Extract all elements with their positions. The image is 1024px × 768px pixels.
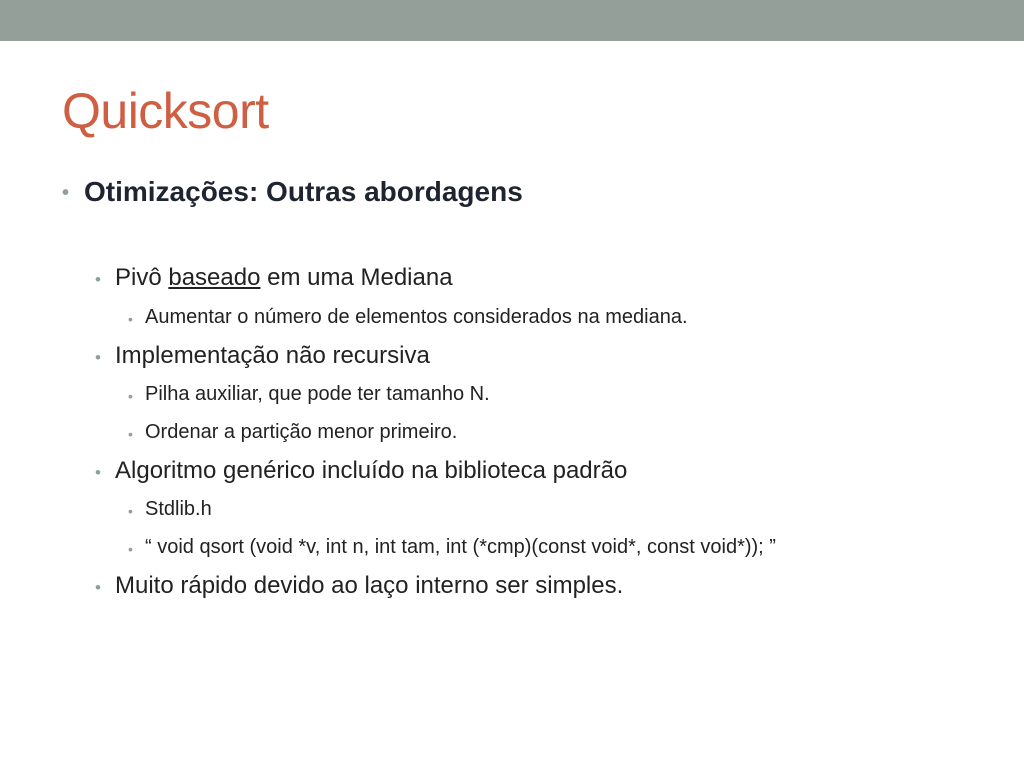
list-item-text: Algoritmo genérico incluído na biblioteca padrão [115, 457, 628, 484]
list-item-text-start: Pivô [115, 264, 169, 291]
bullet-icon: • [128, 311, 133, 327]
sublist-item-text: Ordenar a partição menor primeiro. [145, 421, 458, 443]
sublist-item-text: “ void qsort (void *v, int n, int tam, int (*cmp)(const void*, const void*)); ” [145, 536, 776, 558]
sublist-item-text: Pilha auxiliar, que pode ter tamanho N. [145, 383, 490, 405]
bullet-icon: • [95, 463, 101, 482]
heading-bullet-item [62, 176, 523, 208]
list-item-text: Muito rápido devido ao laço interno ser simples. [115, 572, 624, 599]
bullet-icon: • [128, 426, 133, 442]
list-item-text-end: em uma Mediana [260, 264, 453, 291]
list-item-pivot [95, 264, 453, 292]
sublist-item [128, 421, 458, 444]
bullet-icon: • [95, 578, 101, 597]
sublist-item-text: Aumentar o número de elementos considerados na mediana. [145, 306, 688, 328]
sublist-item [128, 306, 688, 329]
list-item-fast [95, 572, 624, 600]
list-item-nonrecursive [95, 342, 430, 370]
bullet-icon: • [128, 503, 133, 519]
sublist-item [128, 383, 490, 406]
slide-title: Quicksort [62, 83, 269, 139]
bullet-icon: • [128, 388, 133, 404]
sublist-item [128, 536, 776, 559]
sublist-item-text: Stdlib.h [145, 498, 212, 520]
bullet-icon: • [95, 348, 101, 367]
bullet-icon: • [62, 182, 70, 204]
slide-top-bar [0, 0, 1024, 41]
list-item-generic [95, 457, 628, 485]
list-item-text: Implementação não recursiva [115, 342, 430, 369]
underlined-word: baseado [168, 264, 261, 291]
section-heading: Otimizações: Outras abordagens [84, 176, 523, 207]
sublist-item [128, 498, 212, 521]
bullet-icon: • [95, 270, 101, 289]
bullet-icon: • [128, 541, 133, 557]
